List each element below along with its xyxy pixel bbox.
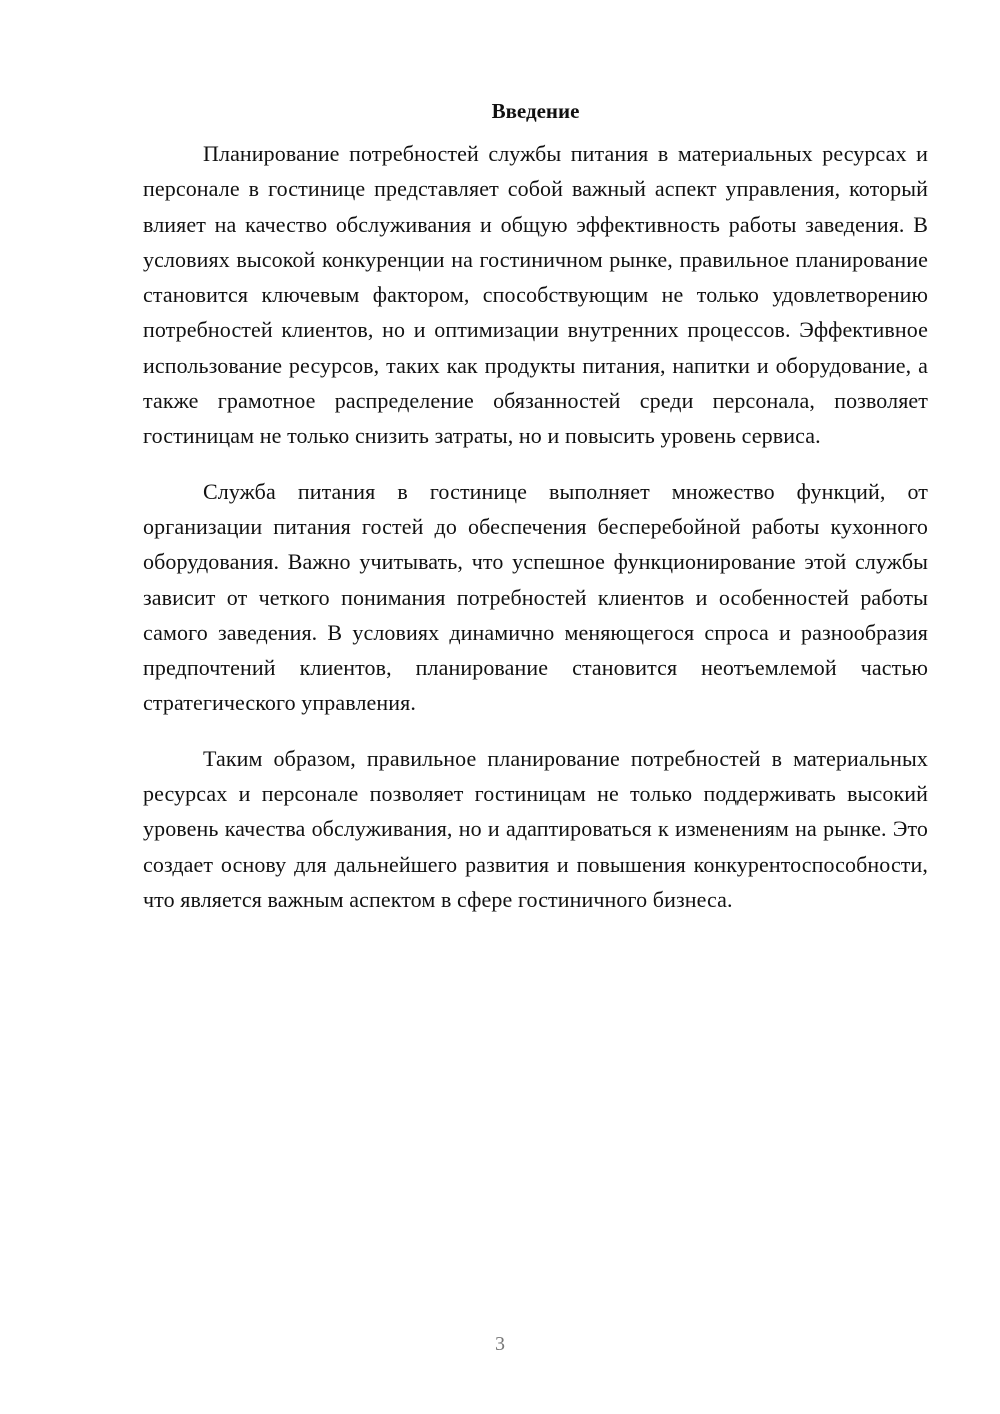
paragraph-3: Таким образом, правильное планирование потребностей в материальных ресурсах и персонале позволяет гостиницам не только поддерживать высокий уровень качества обслуживания, но и адаптироваться к изменениям на рынке. Это создает основу для дальнейшего развития и повышения конкурентоспособности, что является важным аспектом в сфере гостиничного бизнеса. [143,745,928,912]
paragraph-1: Планирование потребностей службы питания в материальных ресурсах и персонале в гостинице представляет собой важный аспект управления, который влияет на качество обслуживания и общую эффективность работы заведения. В условиях высокой конкуренции на гостиничном рынке, правильное планирование становится ключевым фактором, способствующим не только удовлетворению потребностей клиентов, но и оптимизации внутренних процессов. Эффективное использование ресурсов, таких как продукты питания, напитки и оборудование, а также грамотное распределение обязанностей среди персонала, позволяет гостиницам не только снизить затраты, но и повысить уровень сервиса. [143,141,928,449]
page-number: 3 [495,1333,505,1355]
section-title: Введение [491,99,580,123]
page-content [143,96,928,937]
paragraph-2: Служба питания в гостинице выполняет множество функций, от организации питания гостей до обеспечения бесперебойной работы кухонного оборудования. Важно учитывать, что успешное функционирование этой службы зависит от четкого понимания потребностей клиентов и особенностей работы самого заведения. В условиях динамично меняющегося спроса и разнообразия предпочтений клиентов, планирование становится неотъемлемой частью стратегического управления. [143,478,928,716]
